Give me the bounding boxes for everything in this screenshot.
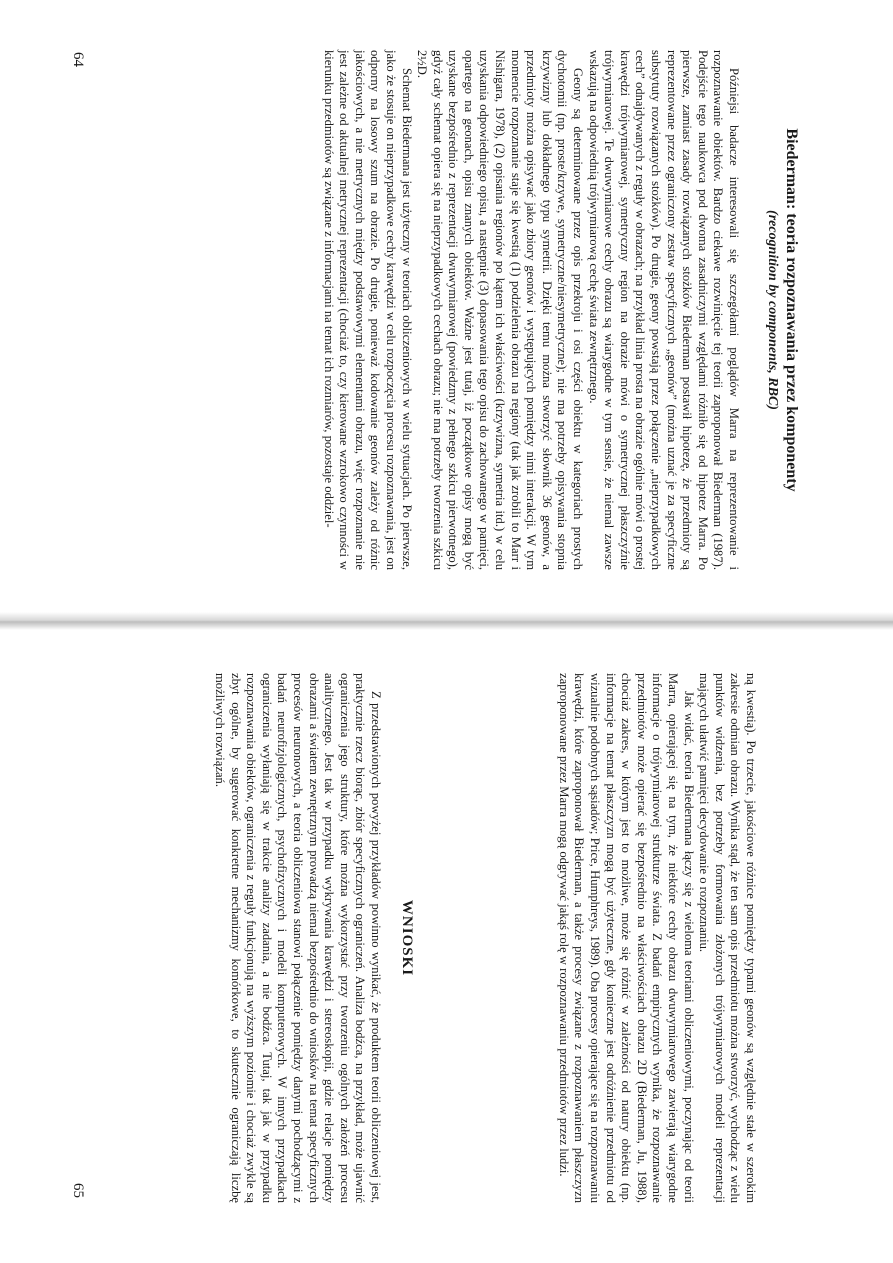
section-heading: WNIOSKI bbox=[399, 899, 415, 977]
paragraph: Późniejsi badacze interesowali się szczegółami poglądów Marra na reprezentowanie i rozpoznawanie obiektów. Bardzo ciekawe rozwinięcie tej teorii zaproponował Biederman (1987). Podejście tego naukowca pod dwoma zasadniczymi względami różniło się od hipotez Marra. Po pierwsze, zamiast zasady rozwiązanych stożków Biederman postawił hipotezę, że przedmioty są reprezentowane przez ograniczony zestaw specyficznych „geonów” (można uznać je za specyficzne substytuty rozwiązanych stożków). Po drugie, geony powstają przez połączenie „nieprzypadkowych cech” odnajdywanych z reguły w obrazach; na przykład linia prosta na obrazie ogólnie mówi o prostej krawędzi trójwymiarowej, symetryczny region na obrazie mówi o symetrycznej płaszczyźnie trójwymiarowej. Te dwuwymiarowe cechy obrazu są wiarygodne w tym sensie, że niemal zawsze wskazują na odpowiednią trójwymiarową cechę świata zewnętrznego. bbox=[586, 50, 741, 570]
book-gutter bbox=[0, 612, 893, 630]
page-number: 65 bbox=[70, 1183, 86, 1198]
section-title: Biederman: teoria rozpoznawania przez komponenty bbox=[783, 128, 800, 492]
paragraph: Jak widać, teoria Biedermana łączy się z wieloma teoriami obliczeniowymi, poczynając od teorii Marra, opierającej się na tym, że niektóre cechy obrazu dwuwymiarowego zawierają wiarygodne informacje o trójwymiarowej strukturze świata. Z badań empirycznych wynika, że rozpoznawanie przedmiotów może opierać się bezpośrednio na właściwościach obrazu 2D (Biederman, Ju, 1988), chociaż zakres, w którym jest to możliwe, może się różnić w zależności od natury obiektu (np. informacje na temat płaszczyzn mogą być użyteczne, gdy konieczne jest odróżnienie przedmiotu od wizualnie podobnych sąsiadów; Price, Humphreys, 1989). Oba procesy opierające się na rozpoznawaniu krawędzi, które zaproponował Biederman, a także procesy związane z rozpoznawaniem płaszczyzn zaproponowane przez Marra mogą odgrywać jakąś rolę w rozpoznawaniu przedmiotów przez ludzi. bbox=[556, 673, 696, 1203]
right-page bbox=[0, 635, 893, 1263]
paragraph: ną kwestią). Po trzecie, jakościowe różnice pomiędzy typami geonów są względnie stałe w szerokim zakresie odmian obrazu. Wynika stąd, że ten sam opis przedmiotu można stworzyć, wychodząc z wielu punktów widzenia, bez potrzeby formowania złożonych trójwymiarowych modeli reprezentacji mających ułatwić pamięci decydowanie o rozpoznaniu. bbox=[697, 673, 758, 1203]
paragraph: Geony są determinowane przez opis przekroju i osi części obiektu w kategoriach prostych dychotomii (np. proste/krzywe, symetryczne/niesymetryczne); nie ma potrzeby opisywania stopnia krzywizny lub dokładnego typu symetrii. Dzięki temu można stworzyć słownik 36 geonów, a przedmioty można opisywać jako zbiory geonów i występujących pomiędzy nimi interakcji. W tym momencie rozpoznanie staje się kwestią (1) podzielenia obrazu na regiony (tak jak zrobili to Marr i Nishigara, 1978), (2) opisania regionów po kątem ich właściwości (krzywizna, symetria itd.) w celu uzyskania odpowiedniego opisu, a następnie (3) dopasowania tego opisu do zachowanego w pamięci, opartego na geonach, opisu znanych obiektów. Ważne jest tutaj, iż początkowe opisy mogą być uzyskane bezpośrednio z reprezentacji dwuwymiarowej (powiedzmy z pełnego szkicu pierwotnego), gdyż cały schemat opiera się na nieprzypadkowych cechach obrazu; nie ma potrzeby tworzenia szkicu 2½D. bbox=[415, 50, 586, 570]
paragraph: Schemat Biedermana jest użyteczny w teoriach obliczeniowych w wielu sytuacjach. Po pierwsze, jako że stosuje on nieprzypadkowe cechy krawędzi w celu rozpoczęcia procesu rozpoznawania, jest on odporny na losowy szum na obrazie. Po drugie, ponieważ kodowanie geonów zależy od różnic jakościowych, a nie metrycznych między podstawowymi elementami obrazu, więc rozpoznanie nie jest zależne od aktualnej metrycznej reprezentacji (chociaż to, czy kierowane wzrokowo czynności w kierunku przedmiotów są związane z informacjami na temat ich rozmiarów, pozostaje oddziel- bbox=[321, 50, 414, 570]
left-page bbox=[0, 0, 893, 615]
paragraph: Z przedstawionych powyżej przykładów powinno wynikać, że produktem teorii obliczeniowej jest, praktycznie rzecz biorąc, zbiór specyficznych ograniczeń. Analiza bodźca, na przykład, może ujawnić ograniczenia jego struktury, które można wykorzystać przy tworzeniu ogólnych założeń procesu analitycznego. Jest tak w przypadku wykrywania krawędzi i stereoskopii, gdzie relacje pomiędzy obrazami a światem zewnętrznym prowadzą niemal bezpośrednio do wniosków na temat specyficznych procesów neuronowych, a teoria obliczeniowa stanowi połączenie pomiędzy danymi pochodzącymi z badań neurofizjologicznych, psychofizycznych i modeli komputerowych. W innych przypadkach ograniczenia wyłaniają się w trakcie analizy zadania, a nie bodźca. Tutaj, tak jak w przypadku rozpoznawania obiektów, ograniczenia z reguły funkcjonują na wyższym poziomie i chociaż zwykle są zbyt ogólne, by sugerować konkretne mechanizmy komórkowe, to skutecznie ograniczają liczbę możliwych rozwiązań. bbox=[213, 673, 383, 1203]
left-body-text bbox=[320, 50, 741, 570]
conclusions-text bbox=[211, 673, 383, 1203]
right-body-text bbox=[555, 673, 758, 1203]
section-subtitle: (recognition by components, RBC) bbox=[765, 210, 780, 410]
page-number: 64 bbox=[70, 52, 86, 67]
